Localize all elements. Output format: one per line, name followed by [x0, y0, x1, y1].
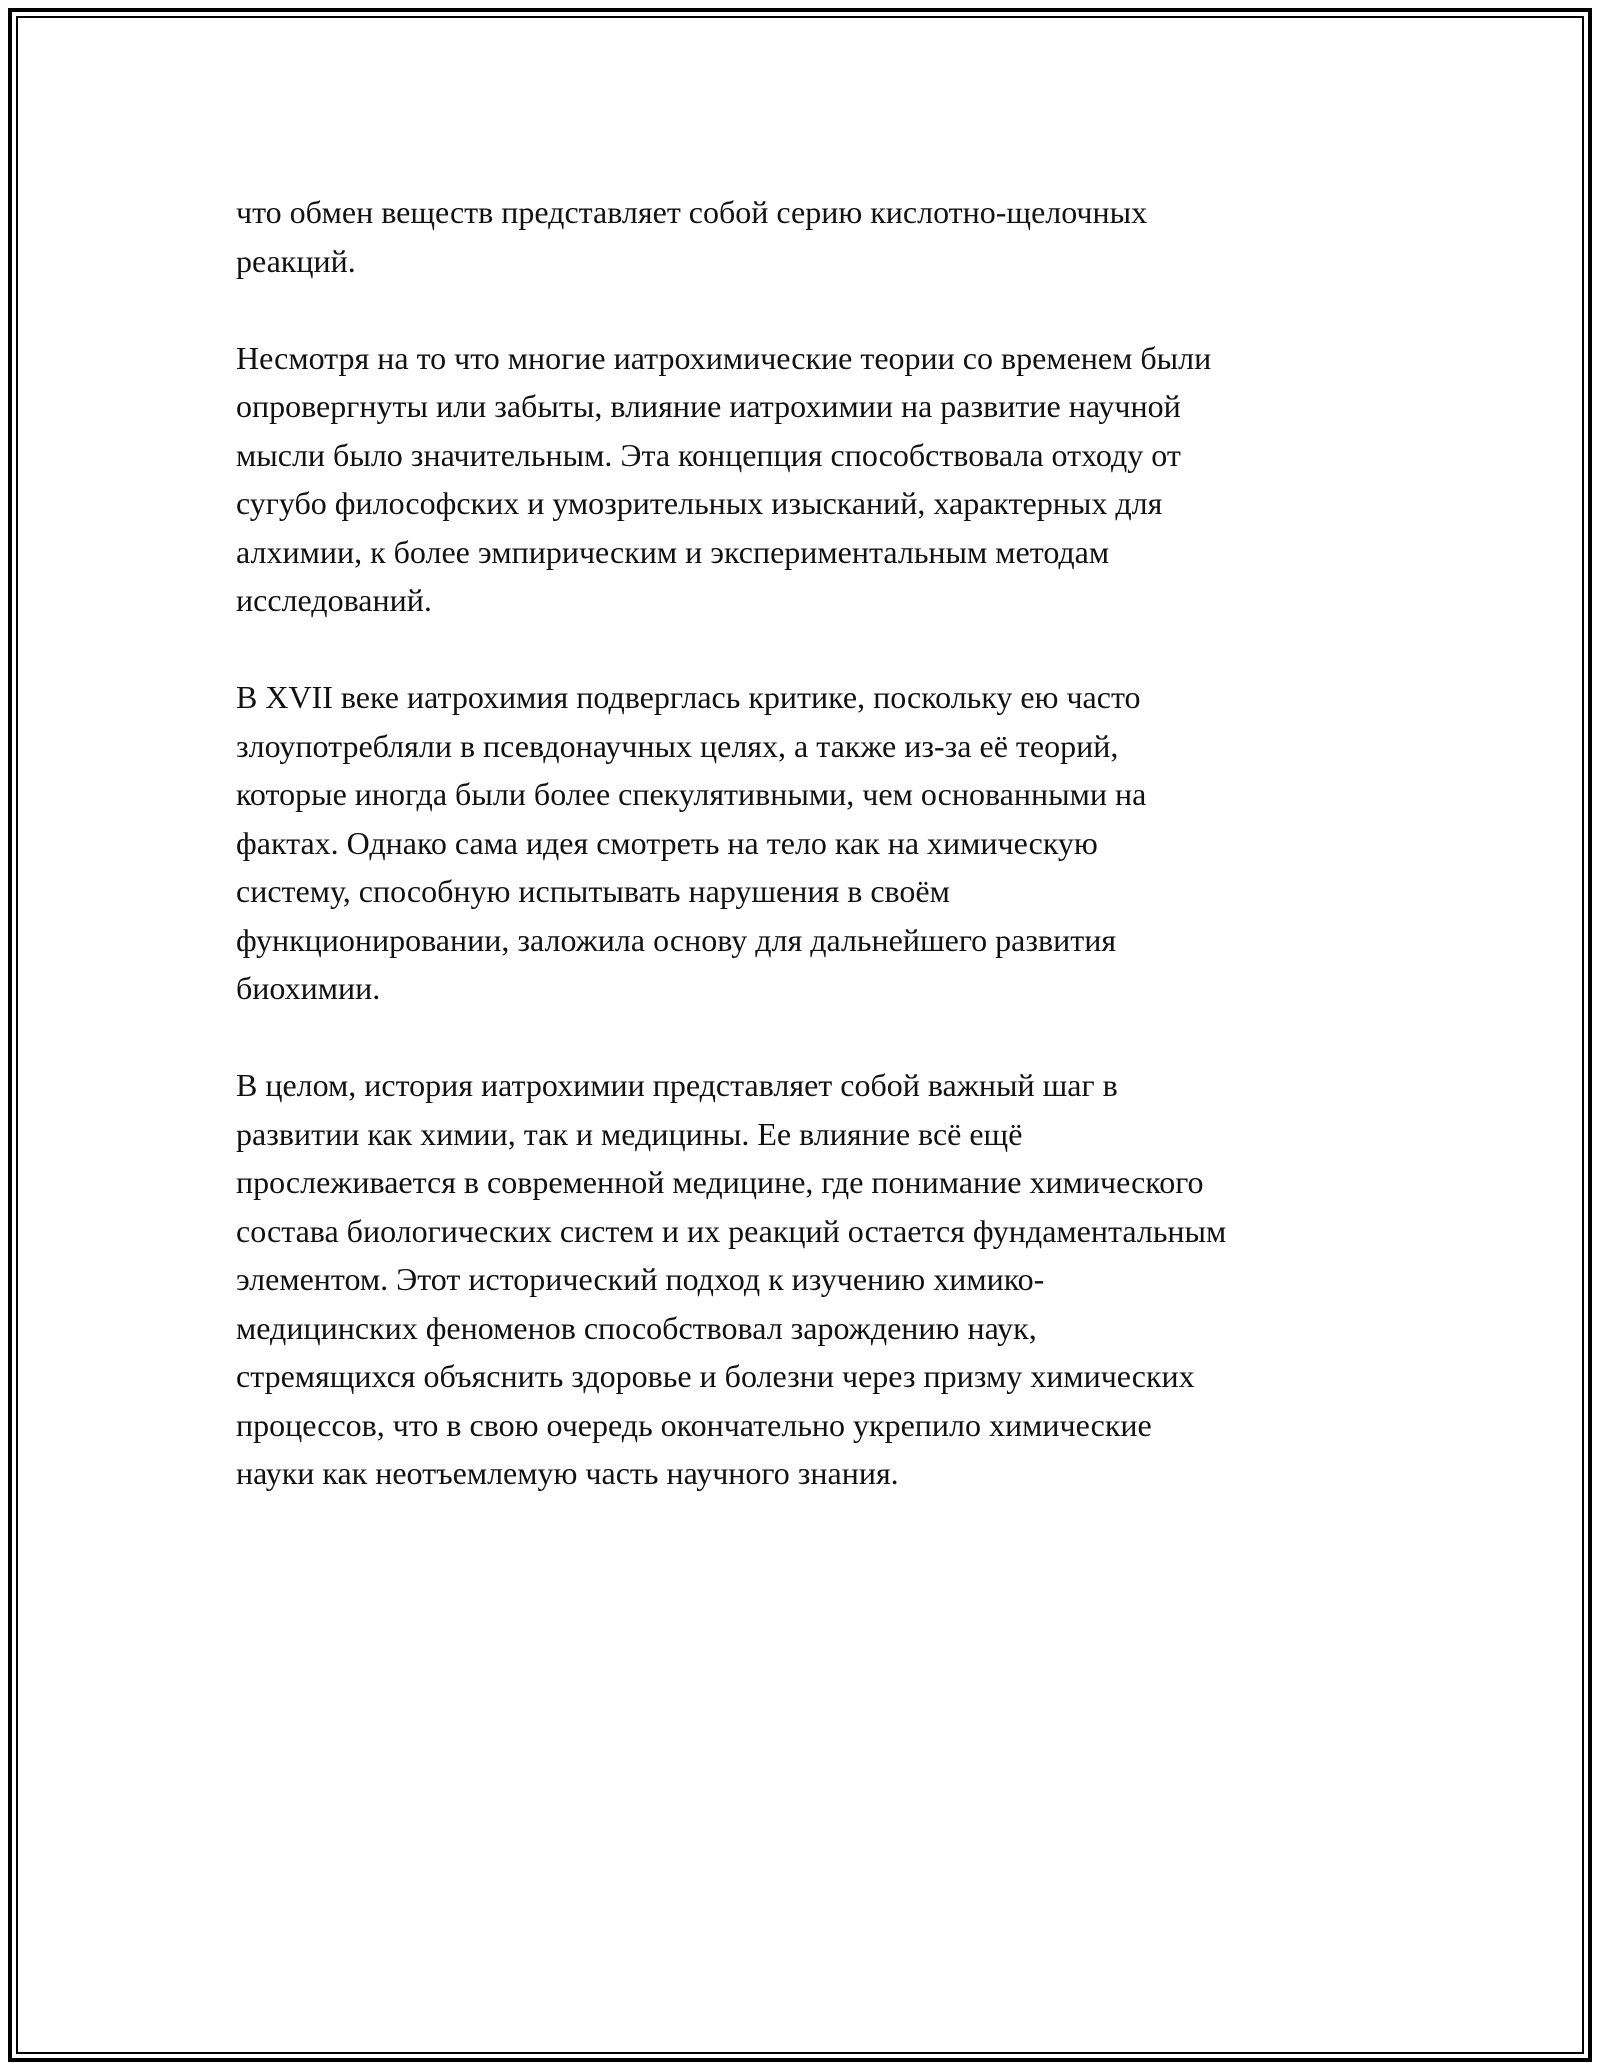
text-line: элементом. Этот исторический подход к изучению химико-: [236, 1261, 1045, 1297]
text-line: фактах. Однако сама идея смотреть на тело как на химическую: [236, 824, 1098, 861]
text-line: систему, способную испытывать нарушения в своём: [236, 873, 950, 909]
text-line: алхимии, к более эмпирическим и экспериментальным методам: [236, 533, 1110, 570]
text-line: процессов, что в свою очередь окончательно укрепило химические: [236, 1406, 1152, 1443]
paragraph-1: [236, 188, 1376, 285]
text-line: функционировании, заложила основу для дальнейшего развития: [236, 921, 1117, 958]
text-line: науки как неотъемлемую часть научного знания.: [236, 1455, 899, 1491]
text-line: что обмен веществ представляет собой серию кислотно-щелочных: [236, 194, 1148, 230]
text-line: мысли было значительным. Эта концепция способствовала отходу от: [236, 436, 1181, 473]
text-line: Несмотря на то что многие иатрохимические теории со временем были: [236, 339, 1212, 376]
text-line: В XVII веке иатрохимия подверглась критике, поскольку ею часто: [236, 679, 1141, 715]
text-line: реакций.: [236, 242, 356, 279]
paragraph-2: [236, 334, 1376, 625]
text-line: состава биологических систем и их реакций остается фундаментальным: [236, 1212, 1227, 1249]
paragraph-4: [236, 1061, 1376, 1498]
text-line: опровергнуты или забыты, влияние иатрохимии на развитие научной: [236, 388, 1181, 424]
text-line: В целом, история иатрохимии представляет собой важный шаг в: [236, 1067, 1118, 1103]
text-line: которые иногда были более спекулятивными, чем основанными на: [236, 776, 1147, 812]
text-line: медицинских феноменов способствовал зарождению наук,: [236, 1309, 1037, 1346]
text-line: биохимии.: [236, 970, 381, 1006]
text-line: сугубо философских и умозрительных изысканий, характерных для: [236, 485, 1163, 521]
text-line: злоупотребляли в псевдонаучных целях, а также из-за её теорий,: [236, 727, 1119, 764]
document-body: [236, 188, 1376, 1498]
text-line: исследований.: [236, 582, 432, 618]
paragraph-3: [236, 673, 1376, 1013]
text-line: развитии как химии, так и медицины. Ее влияние всё ещё: [236, 1115, 1023, 1152]
text-line: стремящихся объяснить здоровье и болезни через призму химических: [236, 1358, 1195, 1394]
text-line: прослеживается в современной медицине, где понимание химического: [236, 1164, 1204, 1200]
